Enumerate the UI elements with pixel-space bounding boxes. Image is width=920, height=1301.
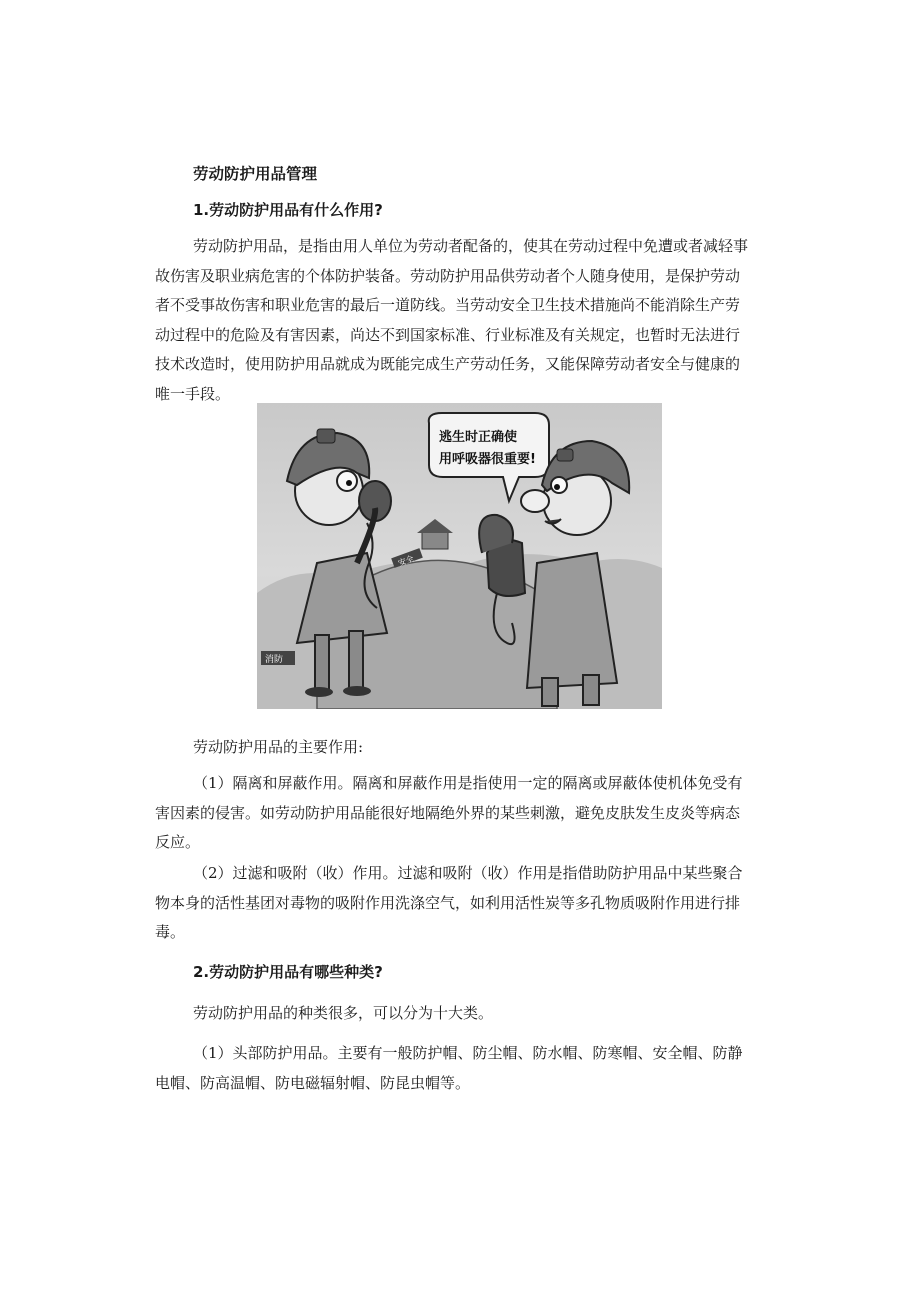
bubble-line-1: 逃生时正确使	[439, 430, 518, 445]
function-item-2	[155, 859, 761, 948]
paragraph-line: 电帽、防高温帽、防电磁辐射帽、防昆虫帽等。	[155, 1073, 471, 1092]
paragraph-line: （2）过滤和吸附（收）作用。过滤和吸附（收）作用是指借助防护用品中某些聚合	[193, 864, 743, 882]
paragraph-line: 动过程中的危险及有害因素，尚达不到国家标准、行业标准及有关规定，也暂时无法进行	[155, 325, 741, 344]
paragraph-line: （1）隔离和屏蔽作用。隔离和屏蔽作用是指使用一定的隔离或屏蔽体使机体免受有	[193, 774, 743, 792]
function-item-1	[155, 769, 761, 858]
paragraph-line: （1）头部防护用品。主要有一般防护帽、防尘帽、防水帽、防寒帽、安全帽、防静	[193, 1044, 743, 1062]
category-item-1	[155, 1039, 761, 1098]
section-1-heading: 1.劳动防护用品有什么作用?	[193, 201, 383, 219]
building	[422, 531, 448, 549]
paragraph-line: 故伤害及职业病危害的个体防护装备。劳动防护用品供劳动者个人随身使用，是保护劳动	[155, 266, 741, 285]
paragraph-line: 物本身的活性基团对毒物的吸附作用洗涤空气，如利用活性炭等多孔物质吸附作用进行排	[155, 893, 741, 912]
paragraph-line: 劳动防护用品，是指由用人单位为劳动者配备的，使其在劳动过程中免遭或者减轻事	[193, 237, 749, 255]
respirator-illustration	[257, 403, 662, 709]
page-title: 劳动防护用品管理	[193, 165, 318, 183]
paragraph-line: 者不受事故伤害和职业危害的最后一道防线。当劳动安全卫生技术措施尚不能消除生产劳	[155, 296, 741, 315]
sign-center-text: 安全	[396, 554, 416, 568]
section-2-heading: 2.劳动防护用品有哪些种类?	[193, 963, 383, 981]
paragraph-line: 唯一手段。	[155, 384, 231, 403]
bubble-line-2: 用呼吸器很重要!	[439, 452, 536, 467]
paragraph-line: 害因素的侵害。如劳动防护用品能很好地隔绝外界的某些刺激，避免皮肤发生皮炎等病态	[155, 803, 741, 822]
section-1-paragraph	[155, 232, 761, 410]
sign-left-text: 消防	[265, 655, 284, 665]
main-functions-intro: 劳动防护用品的主要作用:	[193, 738, 364, 756]
paragraph-line: 毒。	[155, 923, 186, 942]
paragraph-line: 反应。	[155, 833, 201, 852]
paragraph-line: 技术改造时，使用防护用品就成为既能完成生产劳动任务，又能保障劳动者安全与健康的	[155, 355, 741, 374]
section-2-intro: 劳动防护用品的种类很多，可以分为十大类。	[193, 1004, 494, 1022]
